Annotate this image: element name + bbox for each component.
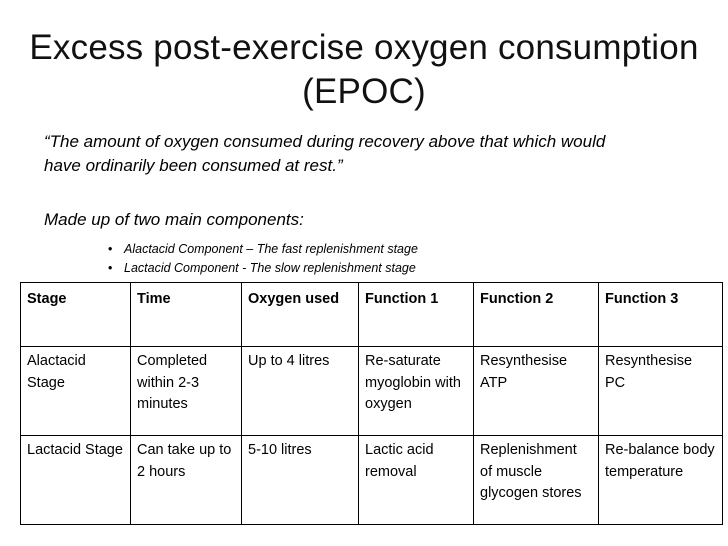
definition-quote [44, 130, 694, 178]
table-cell: 5-10 litres [242, 436, 359, 525]
table-cell: Lactic acid removal [359, 436, 474, 525]
epoc-table [20, 282, 723, 525]
table-header-row [21, 283, 723, 347]
table-cell: Re-balance body temperature [599, 436, 723, 525]
components-list [108, 240, 418, 278]
list-item [108, 240, 418, 259]
table-cell: Completed within 2-3 minutes [131, 347, 242, 436]
table-cell: Can take up to 2 hours [131, 436, 242, 525]
header-oxygen-used: Oxygen used [242, 283, 359, 347]
table-cell: Resynthesise ATP [474, 347, 599, 436]
slide-title [0, 26, 728, 114]
components-intro: Made up of two main components: [44, 210, 304, 229]
table-row [21, 436, 723, 525]
definition-quote-line1: “The amount of oxygen consumed during recovery above that which would [44, 132, 606, 151]
header-function-2: Function 2 [474, 283, 599, 347]
header-function-1: Function 1 [359, 283, 474, 347]
header-function-3: Function 3 [599, 283, 723, 347]
header-time: Time [131, 283, 242, 347]
table-cell: Up to 4 litres [242, 347, 359, 436]
slide-title-line1: Excess post-exercise oxygen consumption [29, 28, 699, 67]
definition-quote-line2: have ordinarily been consumed at rest.” [44, 156, 343, 175]
table-cell: Re-saturate myoglobin with oxygen [359, 347, 474, 436]
table-cell: Resynthesise PC [599, 347, 723, 436]
table-cell: Alactacid Stage [21, 347, 131, 436]
bullet-icon: • [108, 242, 113, 256]
table-row [21, 347, 723, 436]
header-stage: Stage [21, 283, 131, 347]
list-item-text: Lactacid Component - The slow replenishment stage [124, 261, 416, 275]
table-cell: Lactacid Stage [21, 436, 131, 525]
list-item [108, 259, 418, 278]
bullet-icon: • [108, 261, 113, 275]
list-item-text: Alactacid Component – The fast replenishment stage [124, 242, 418, 256]
slide-title-line2: (EPOC) [302, 72, 426, 111]
table-cell: Replenishment of muscle glycogen stores [474, 436, 599, 525]
